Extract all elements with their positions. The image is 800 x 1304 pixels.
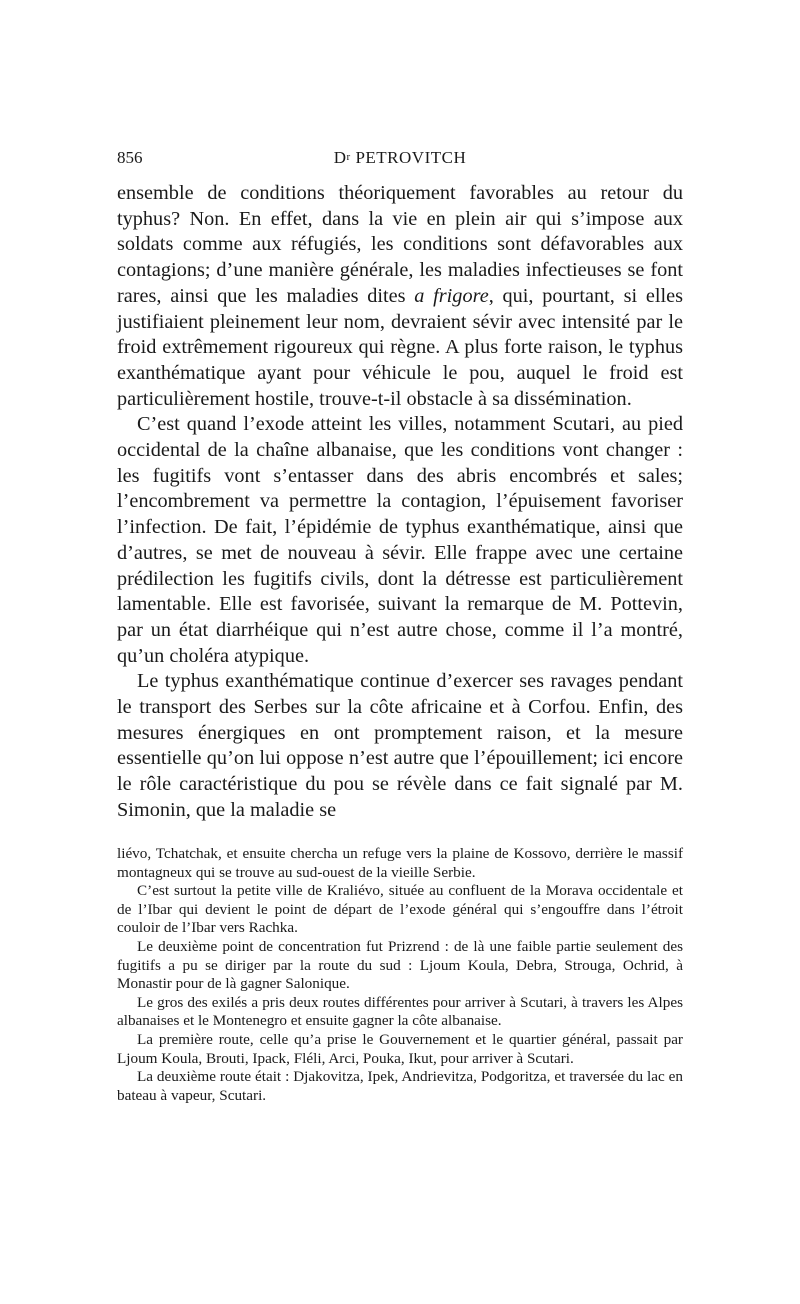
main-text (117, 181, 683, 824)
running-title (117, 146, 683, 170)
latin-phrase: a frigore (414, 284, 489, 307)
title-superscript: r (346, 151, 351, 163)
footnote-paragraph: liévo, Tchatchak, et ensuite chercha un refuge vers la plaine de Kossovo, derrière le massif montagneux qui se trouve au sud-ouest de la vieille Serbie. (117, 845, 683, 881)
author-name: PETROVITCH (355, 148, 467, 167)
footnote-paragraph: La deuxième route était : Djakovitza, Ipek, Andrievitza, Podgoritza, et traversée du lac en bateau à vapeur, Scutari. (117, 1068, 683, 1104)
page-number: 856 (117, 148, 143, 167)
footnote-paragraph: C’est surtout la petite ville de Kraliévo, située au confluent de la Morava occidentale et de l’Ibar qui devient le point de départ de l’exode général qui s’engouffre dans l’étroit couloir de l’Ibar vers Rachka. (117, 882, 683, 937)
footnote-block (117, 845, 683, 1105)
footnote-paragraph: Le deuxième point de concentration fut Prizrend : de là une faible partie seulement des fugitifs a pu se diriger par la route du sud : Ljoum Koula, Debra, Strouga, Ochrid, à Monastir pour de là gagner Salonique. (117, 937, 683, 993)
body-paragraph: ensemble de conditions théoriquement favorables au retour du typhus? Non. En effet, dans la vie en plein air qui s’impose aux soldats comme aux réfugiés, les conditions sont défavorables aux contagions; d’une manière générale, les maladies infectieuses se font rares, ainsi que les maladies dites a frigore, qui, pourtant, si elles justifiaient pleinement leur nom, devraient sévir avec intensité par le froid extrêmement rigoureux qui règne. A plus forte raison, le typhus exanthématique ayant pour véhicule le pou, auquel le froid est particulièrement hostile, trouve-t-il obstacle à sa dissémination. (117, 182, 684, 410)
footnote-paragraph: Le gros des exilés a pris deux routes différentes pour arriver à Scutari, à travers les Alpes albanaises et le Montenegro et ensuite gagner la côte albanaise. (117, 993, 683, 1030)
body-paragraph: Le typhus exanthématique continue d’exercer ses ravages pendant le transport des Serbes sur la côte africaine et à Corfou. Enfin, des mesures énergiques en ont promptement raison, et la mesure essentielle qu’on lui oppose n’est autre que l’épouillement; ici encore le rôle caractéristique du pou se révèle dans ce fait signalé par M. Simonin, que la maladie se (117, 670, 683, 821)
body-paragraph: C’est quand l’exode atteint les villes, notamment Scutari, au pied occidental de la chaîne albanaise, que les conditions vont changer : les fugitifs vont s’entasser dans des abris encombrés et sales; l’encombrement va permettre la contagion, l’épuisement favoriser l’infection. De fait, l’épidémie de typhus exanthématique, ainsi que d’autres, se met de nouveau à sévir. Elle frappe avec une certaine prédilection les fugitifs civils, dont la détresse est particulièrement lamentable. Elle est favorisée, suivant la remarque de M. Pottevin, par un état diarrhéique qui n’est autre chose, comme il l’a montré, qu’un choléra atypique. (117, 413, 683, 667)
footnote-paragraph: La première route, celle qu’a prise le Gouvernement et le quartier général, passait par Ljoum Koula, Brouti, Ipack, Fléli, Arci, Pouka, Ikut, pour arriver à Scutari. (117, 1030, 683, 1067)
running-head (117, 146, 683, 170)
title-prefix: D (333, 148, 347, 167)
